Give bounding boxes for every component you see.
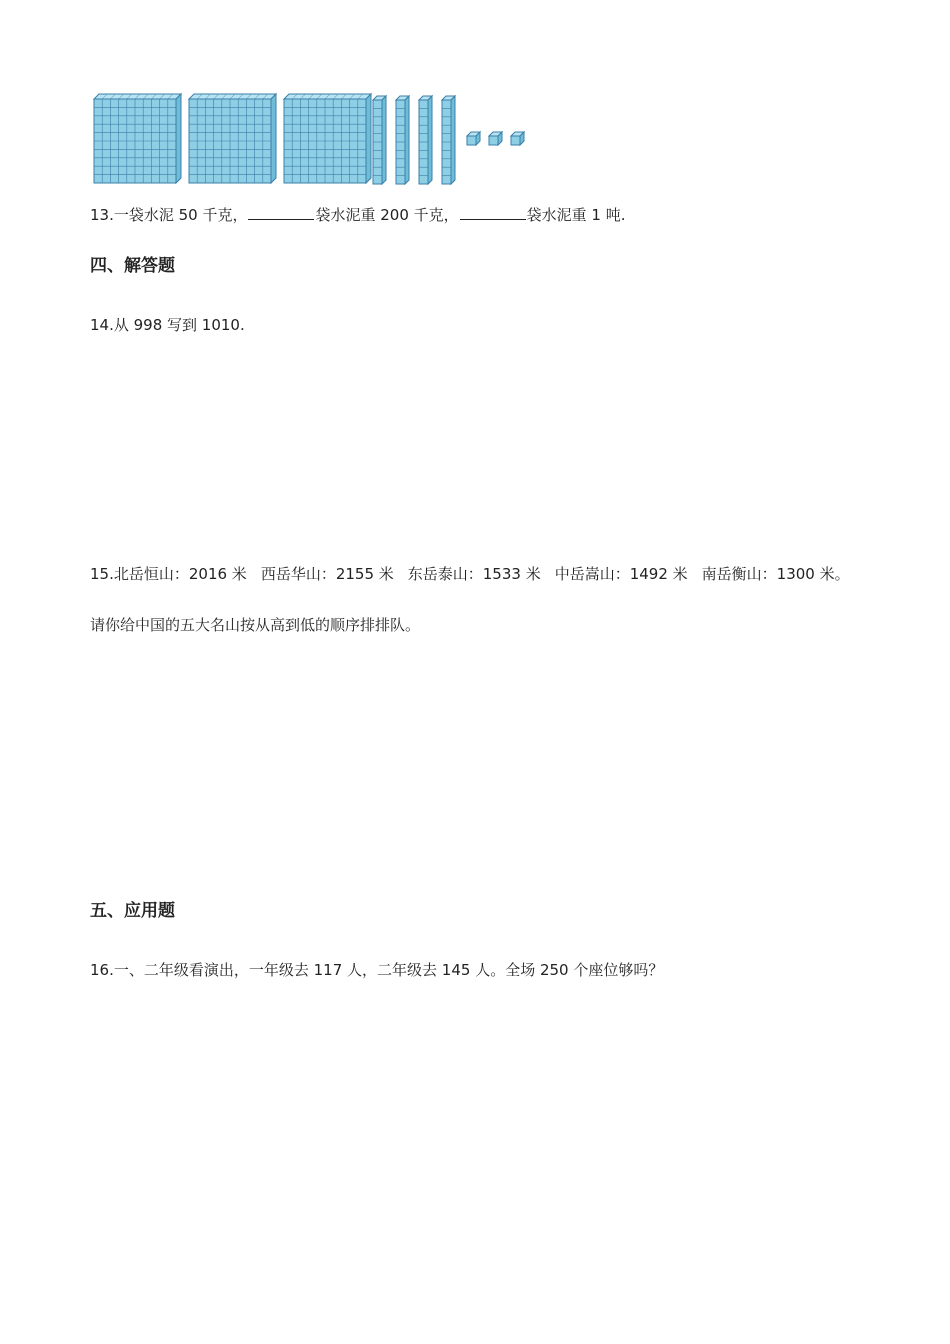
ten-rod-block [419,96,432,184]
question-16: 16.一、二年级看演出，一年级去 117 人，二年级去 145 人。全场 250 个座位够吗？ [90,961,664,979]
section-4-title: 四、解答题 [90,256,175,276]
ten-rod-block [442,96,455,184]
hundred-flat-block [189,94,276,183]
question-15-instruction: 请你给中国的五大名山按从高到低的顺序排排队。 [90,616,421,634]
q15-item-3: 东岳泰山：1533 米 [407,565,541,583]
unit-cube-block [489,132,502,145]
section-5-title: 五、应用题 [90,901,175,921]
ten-rod-block [396,96,409,184]
q15-item-5: 南岳衡山：1300 米。 [701,565,850,583]
q15-item-4: 中岳嵩山：1492 米 [554,565,688,583]
q13-part2: 袋水泥重 200 千克， [315,206,459,224]
hundred-flat-block [284,94,371,183]
ten-rod-block [373,96,386,184]
q13-part3: 袋水泥重 1 吨. [526,206,626,224]
answer-blank-1[interactable] [248,205,314,220]
q15-item-1: 15.北岳恒山：2016 米 [90,565,247,583]
unit-cube-block [467,132,480,145]
unit-cube-block [511,132,524,145]
question-15 [90,564,850,584]
q13-part1: 13.一袋水泥 50 千克， [90,206,248,224]
q15-item-2: 西岳华山：2155 米 [260,565,394,583]
base-ten-blocks-figure [90,92,540,192]
answer-blank-2[interactable] [460,205,526,220]
hundred-flat-block [94,94,181,183]
question-13 [90,205,626,225]
question-14: 14.从 998 写到 1010. [90,316,245,334]
